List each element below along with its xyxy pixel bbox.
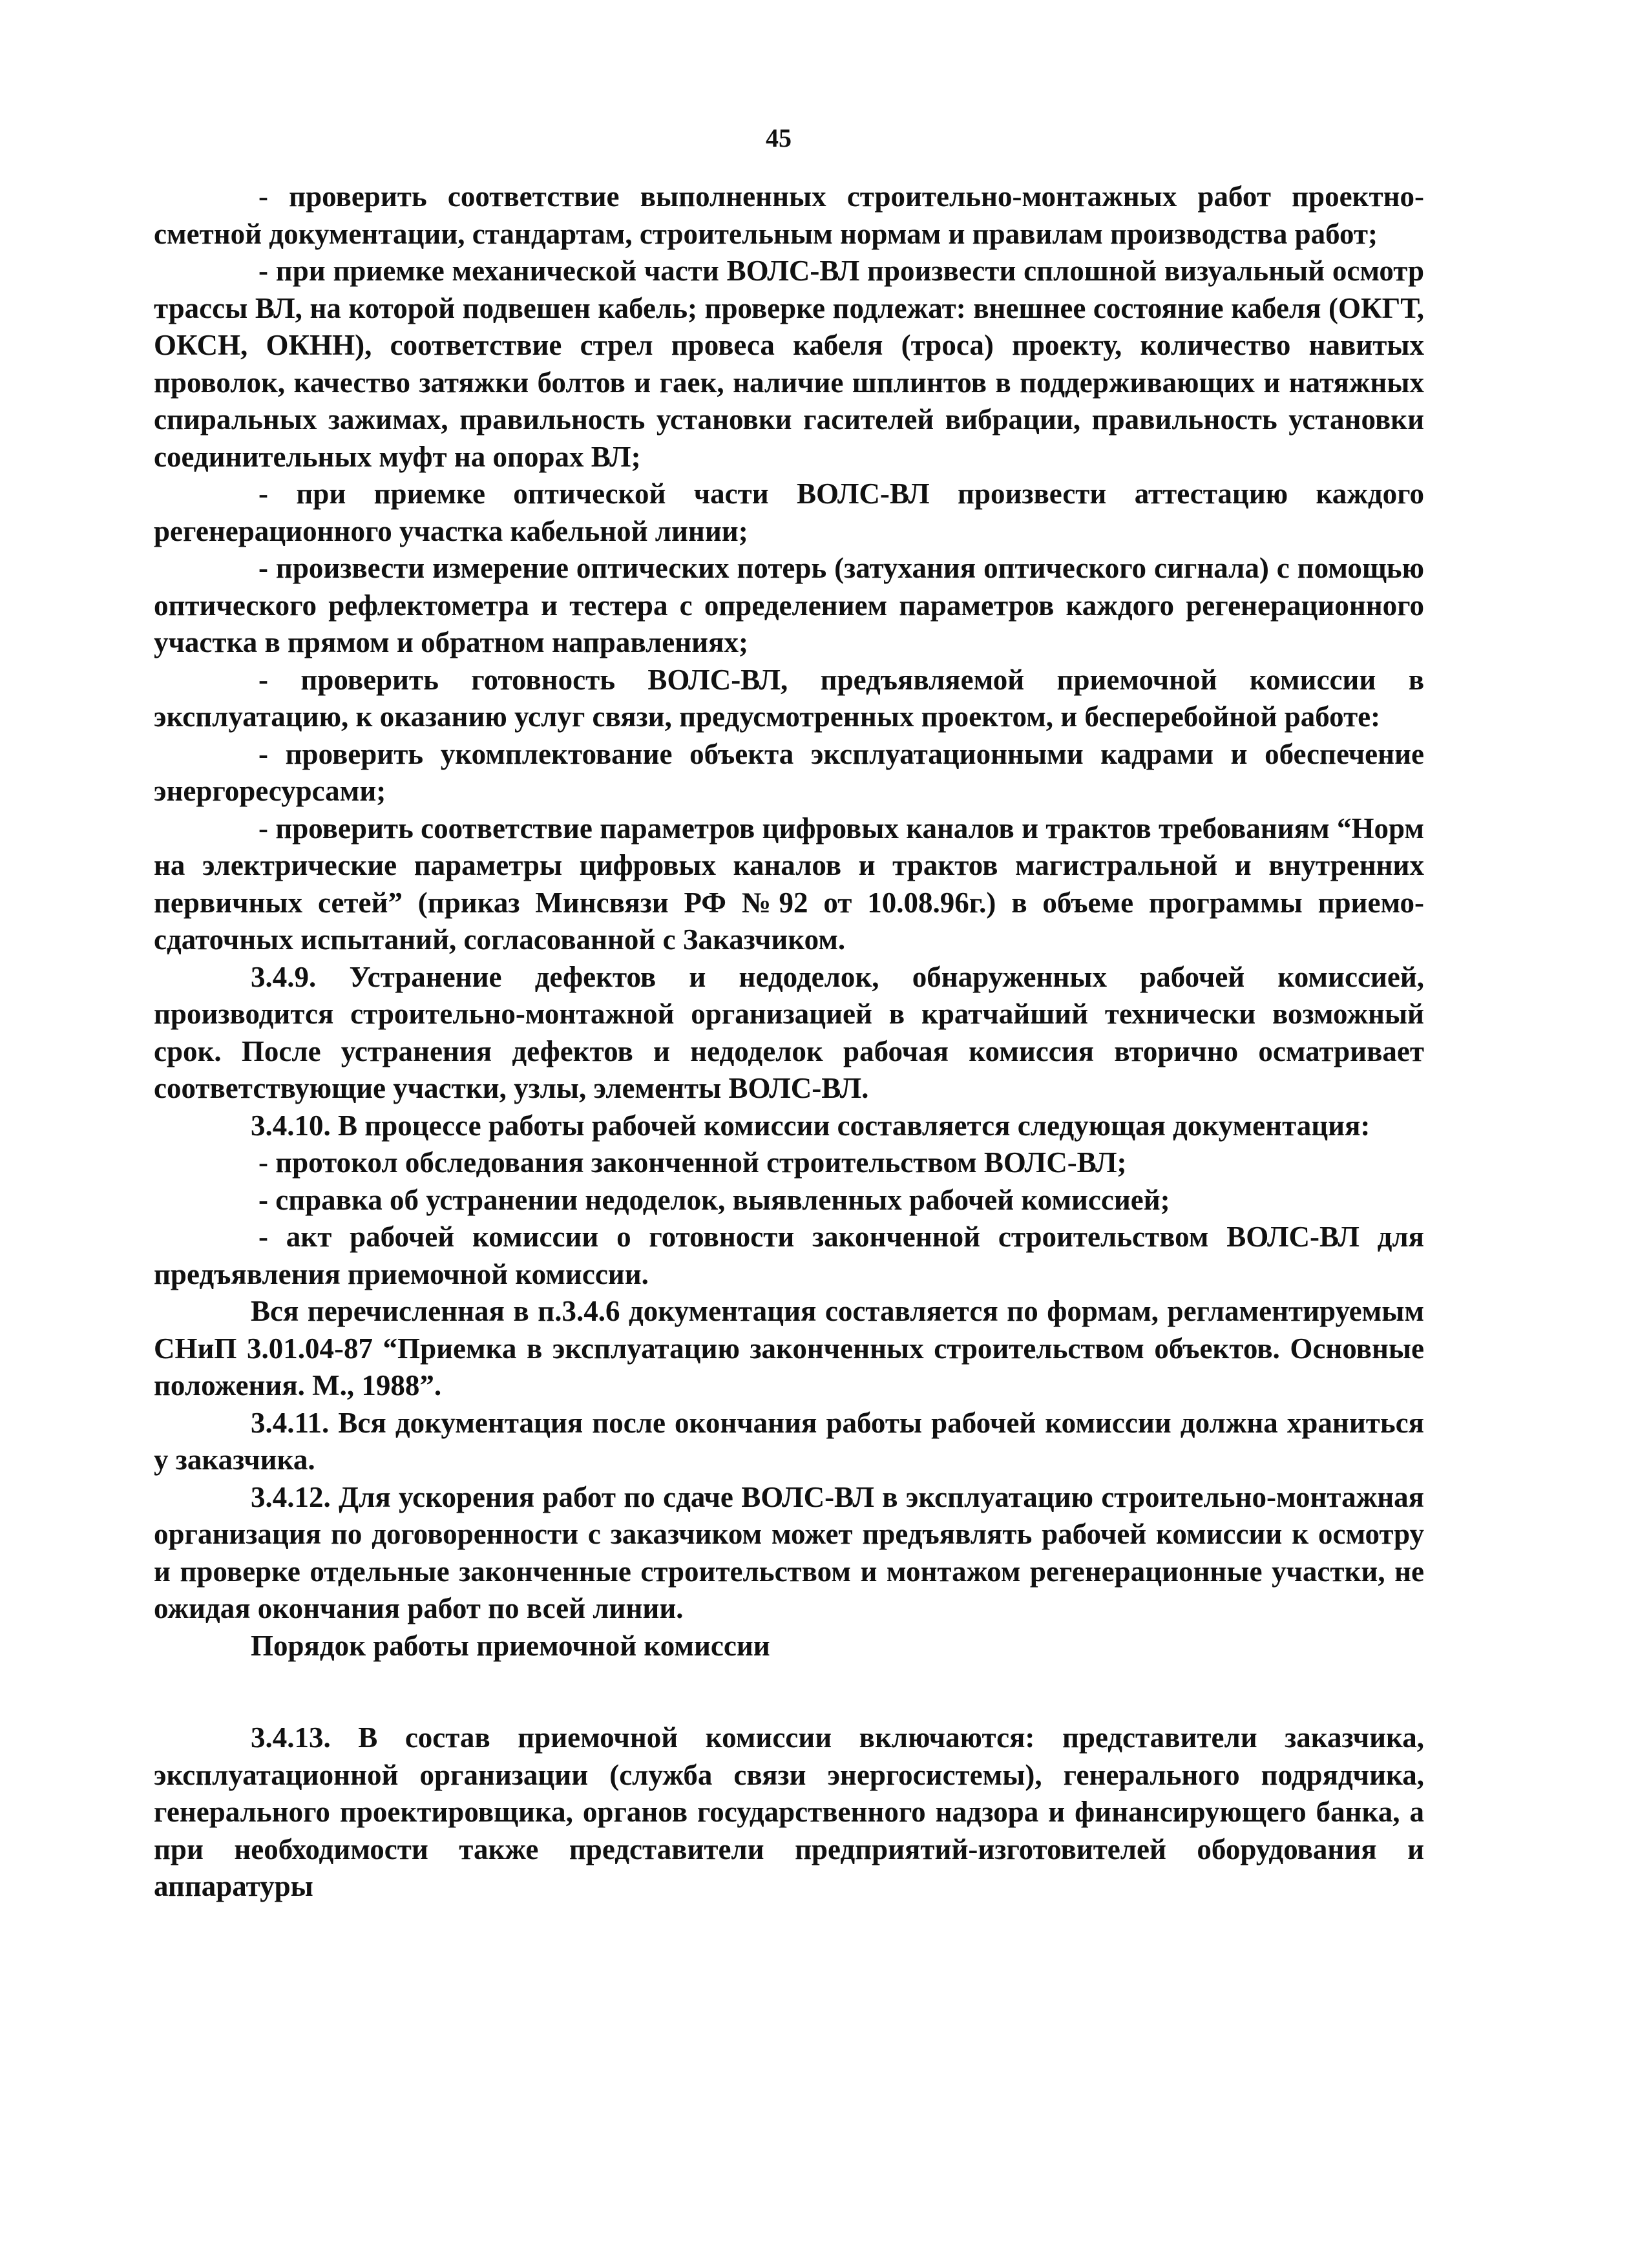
paragraph-3-4-13: 3.4.13. В состав приемочной комиссии включаются: представители заказчика, эксплуатационной организации (служба связи энергосистемы), генерального подрядчика, генерального проектировщика, органов государственного надзора и финансирующего банка, а при необходимости также представители предприятий-изготовителей оборудования и аппаратуры [154,1721,1424,1902]
paragraph-3-4-12: 3.4.12. Для ускорения работ по сдаче ВОЛС-ВЛ в эксплуатацию строительно-монтажная организация по договоренности с заказчиком может предъявлять рабочей комиссии к осмотру и проверке отдельные законченные строительством и монтажом регенерационные участки, не ожидая окончания работ по всей линии. [154,1480,1424,1624]
section-heading: Порядок работы приемочной комиссии [251,1629,770,1662]
paragraph-3-4-11: 3.4.11. Вся документация после окончания работы рабочей комиссии должна храниться у заказчика. [154,1406,1424,1476]
paragraph-survey-protocol: - протокол обследования законченной строительством ВОЛС-ВЛ; [258,1146,1127,1179]
paragraph-commission-act: - акт рабочей комиссии о готовности законченной строительством ВОЛС-ВЛ для предъявления приемочной комиссии. [154,1221,1424,1290]
paragraph-3-4-9: 3.4.9. Устранение дефектов и недоделок, обнаруженных рабочей комиссией, производится строительно-монтажной организацией в кратчайший технически возможный срок. После устранения дефектов и недоделок рабочая комиссия вторично осматривает соответствующие участки, узлы, элементы ВОЛС-ВЛ. [154,960,1424,1104]
paragraph-3-4-10: 3.4.10. В процессе работы рабочей комиссии составляется следующая документация: [251,1109,1371,1142]
paragraph-staffing-check: - проверить укомплектование объекта эксплуатационными кадрами и обеспечение энергоресурсами; [154,737,1424,807]
document-body [154,178,1424,1906]
paragraph-optical-loss-measurement: - произвести измерение оптических потерь (затухания оптического сигнала) с помощью оптического рефлектометра и тестера с определением параметров каждого регенерационного участка в прямом и обратном направлениях; [154,552,1424,658]
paragraph-digital-channels-check: - проверить соответствие параметров цифровых каналов и трактов требованиям “Норм на электрические параметры цифровых каналов и трактов магистральной и внутренних первичных сетей” (приказ Минсвязи РФ №92 от 10.08.96г.) в объеме программы приемо-сдаточных испытаний, согласованной с Заказчиком. [154,812,1424,956]
paragraph-documentation-forms: Вся перечисленная в п.3.4.6 документация составляется по формам, регламентируемым СНиП 3.01.04-87 “Приемка в эксплуатацию законченных строительством объектов. Основные положения. М., 1988”. [154,1295,1424,1402]
page-number: 45 [766,123,792,152]
paragraph-check-compliance: - проверить соответствие выполненных строительно-монтажных работ проектно-сметной документации, стандартам, строительным нормам и правилам производства работ; [154,180,1424,250]
paragraph-defects-certificate: - справка об устранении недоделок, выявленных рабочей комиссией; [258,1183,1170,1216]
paragraph-optical-acceptance: - при приемке оптической части ВОЛС-ВЛ произвести аттестацию каждого регенерационного участка кабельной линии; [154,478,1424,547]
paragraph-readiness-check: - проверить готовность ВОЛС-ВЛ, предъявляемой приемочной комиссии в эксплуатацию, к оказанию услуг связи, предусмотренных проектом, и бесперебойной работе: [154,663,1424,733]
paragraph-mechanical-acceptance: - при приемке механической части ВОЛС-ВЛ произвести сплошной визуальный осмотр трассы ВЛ, на которой подвешен кабель; проверке подлежат: внешнее состояние кабеля (ОКГТ, ОКСН, ОКНН), соответствие стрел провеса кабеля (троса) проекту, количество навитых проволок, качество затяжки болтов и гаек, наличие шплинтов в поддерживающих и натяжных спиральных зажимах, правильность установки гасителей вибрации, правильность установки соединительных муфт на опорах ВЛ; [154,255,1424,473]
